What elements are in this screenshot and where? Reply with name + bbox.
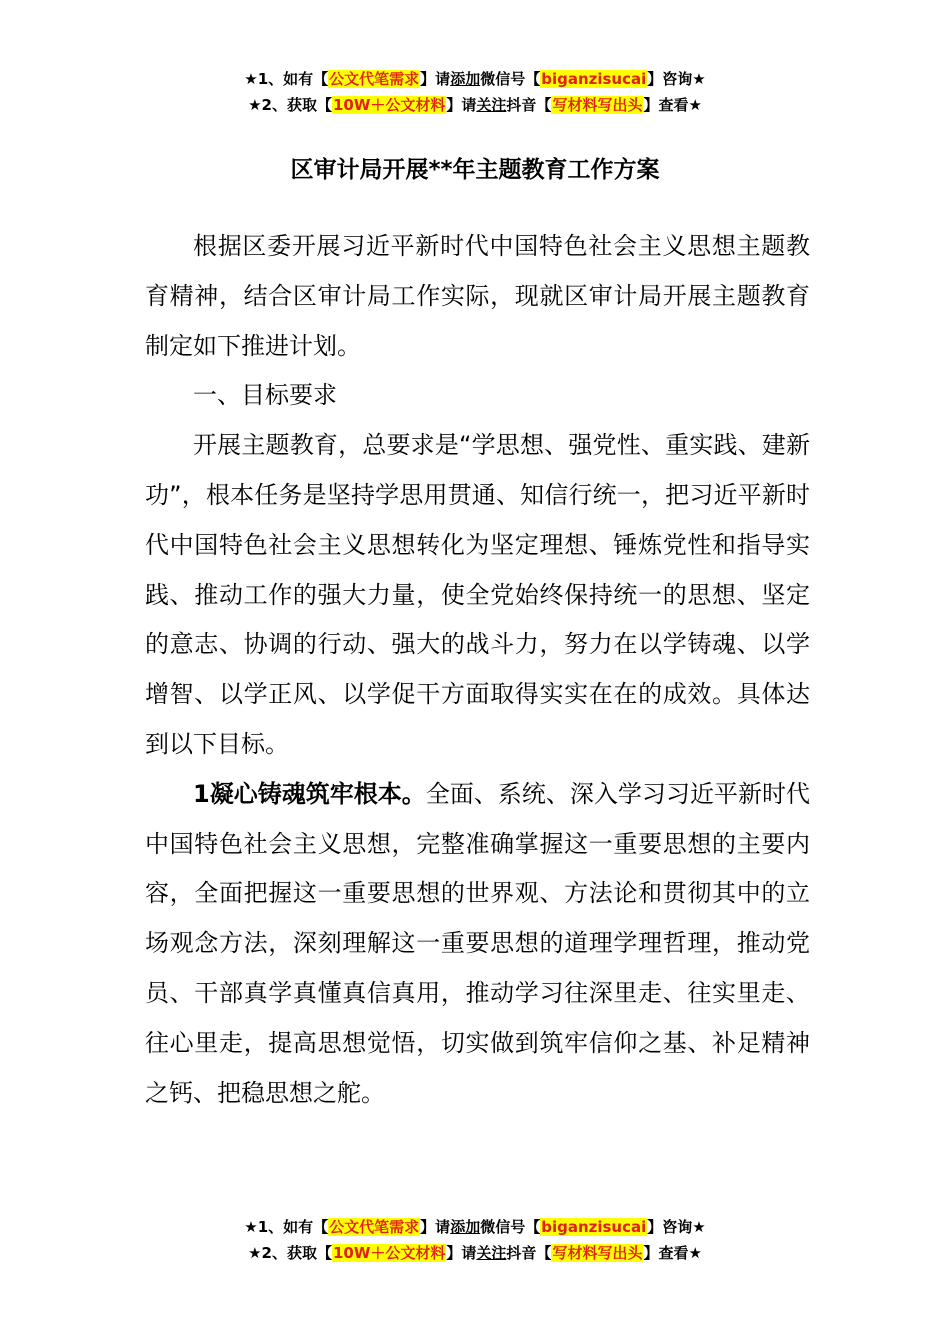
paragraph: 开展主题教育，总要求是“学思想、强党性、重实践、建新功”，根本任务是坚持学思用贯通、知信行统一，把习近平新时代中国特色社会主义思想转化为坚定理想、锤炼党性和指导实践、推动工作的强大力量，使全党始终保持统一的思想、坚定的意志、协调的行动、强大的战斗力，努力在以学铸魂、以学增智、以学正风、以学促干方面取得实实在在的成效。具体达到以下目标。 (145, 431, 810, 758)
section-heading: 一、目标要求 (193, 381, 337, 410)
highlight-service: 公文代笔需求 (329, 70, 420, 88)
banner-line-2: ★2、获取【10W＋公文材料】请关注抖音【写材料写出头】查看★ (248, 96, 702, 114)
banner-line-2: ★2、获取【10W＋公文材料】请关注抖音【写材料写出头】查看★ (248, 1244, 702, 1262)
highlight-douyin-id: 写材料写出头 (552, 96, 643, 114)
header-banner (0, 66, 950, 118)
banner-line-1: ★1、如有【公文代笔需求】请添加微信号【biganzisucai】咨询★ (244, 1218, 706, 1236)
highlight-wechat-id: biganzisucai (541, 70, 647, 88)
document-body (145, 222, 810, 1118)
document-title: 区审计局开展**年主题教育工作方案 (290, 157, 660, 183)
paragraph: 1凝心铸魂筑牢根本。全面、系统、深入学习习近平新时代中国特色社会主义思想，完整准确掌握这一重要思想的主要内容，全面把握这一重要思想的世界观、方法论和贯彻其中的立场观念方法，深刻理解这一重要思想的道理学理哲理，推动党员、干部真学真懂真信真用，推动学习往深里走、往实里走、往心里走，提高思想觉悟，切实做到筑牢信仰之基、补足精神之钙、把稳思想之舵。 (145, 779, 811, 1107)
paragraph: 根据区委开展习近平新时代中国特色社会主义思想主题教育精神，结合区审计局工作实际，现就区审计局开展主题教育制定如下推进计划。 (145, 232, 810, 360)
highlight-service: 公文代笔需求 (329, 1218, 420, 1236)
highlight-materials: 10W＋公文材料 (332, 96, 446, 114)
highlight-wechat-id: biganzisucai (541, 1218, 647, 1236)
highlight-douyin-id: 写材料写出头 (552, 1244, 643, 1262)
footer-banner (0, 1214, 950, 1266)
highlight-materials: 10W＋公文材料 (332, 1244, 446, 1262)
banner-line-1: ★1、如有【公文代笔需求】请添加微信号【biganzisucai】咨询★ (244, 70, 706, 88)
paragraph-lead: 1凝心铸魂筑牢根本。 (193, 779, 426, 808)
